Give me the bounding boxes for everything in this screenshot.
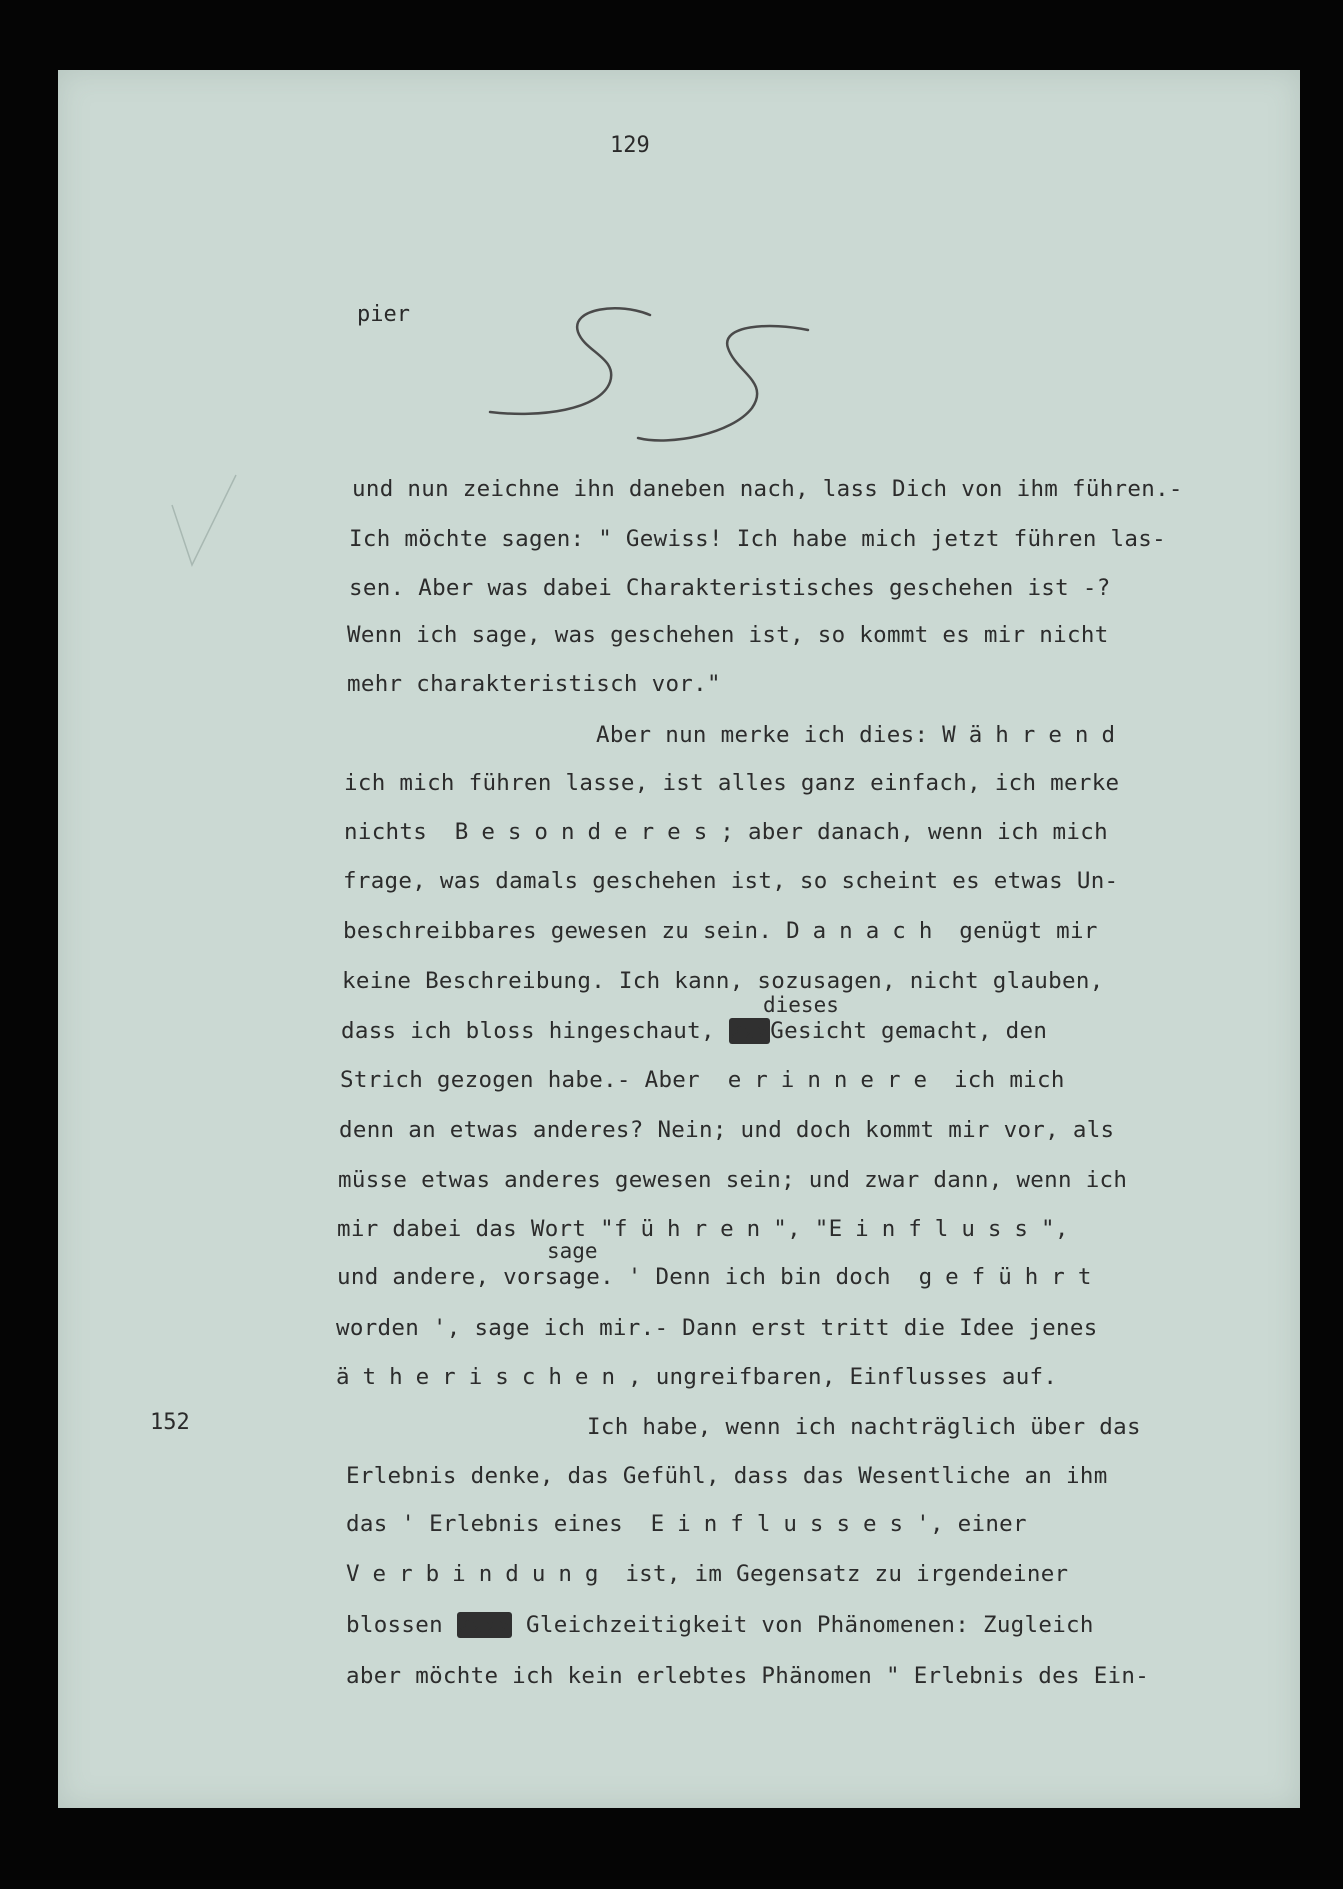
text-line: ich mich führen lasse, ist alles ganz einfach, ich merke xyxy=(344,770,1120,796)
text-line: denn an etwas anderes? Nein; und doch kommt mir vor, als xyxy=(339,1117,1115,1143)
text-line: und andere, vorsage. ' Denn ich bin doch geführt xyxy=(337,1264,1105,1290)
struck-out-text: xxx xyxy=(728,1018,771,1044)
text-line: worden ', sage ich mir.- Dann erst tritt die Idee jenes xyxy=(336,1315,1098,1341)
text-line: aber möchte ich kein erlebtes Phänomen " Erlebnis des Ein- xyxy=(346,1663,1150,1689)
struck-out-text: xxxx xyxy=(456,1612,513,1638)
text-line: beschreibbares gewesen zu sein. Danach genügt mir xyxy=(343,918,1098,944)
text-line: nichts Besonderes; aber danach, wenn ich mich xyxy=(344,819,1108,845)
text-line: blossen xxxx Gleichzeitigkeit von Phänomenen: Zugleich xyxy=(346,1612,1094,1638)
text-line: mehr charakteristisch vor." xyxy=(347,671,721,697)
handwritten-insert: dieses xyxy=(763,993,839,1017)
text-line: dass ich bloss hingeschaut, xxxGesicht gemacht, den xyxy=(341,1018,1048,1044)
text-line: Wenn ich sage, was geschehen ist, so kommt es mir nicht xyxy=(347,622,1109,648)
text-line: sen. Aber was dabei Charakteristisches geschehen ist -? xyxy=(349,575,1111,601)
text-line: keine Beschreibung. Ich kann, sozusagen, nicht glauben, xyxy=(342,968,1104,994)
handwritten-insert: sage xyxy=(547,1239,598,1263)
text-line: frage, was damals geschehen ist, so scheint es etwas Un- xyxy=(343,868,1119,894)
text-line: mir dabei das Wort "führen", "Einfluss", xyxy=(337,1216,1069,1242)
text-line: Ich habe, wenn ich nachträglich über das xyxy=(587,1414,1141,1440)
margin-check-mark xyxy=(170,470,240,580)
line-fragment: pier xyxy=(357,302,410,327)
page-number: 129 xyxy=(610,133,650,158)
text-line: Erlebnis denke, das Gefühl, dass das Wesentliche an ihm xyxy=(346,1463,1108,1489)
text-line: Aber nun merke ich dies: Während xyxy=(596,722,1128,748)
text-line: müsse etwas anderes gewesen sein; und zwar dann, wenn ich xyxy=(338,1167,1128,1193)
text-line: Ich möchte sagen: " Gewiss! Ich habe mich jetzt führen las- xyxy=(349,526,1166,552)
text-line: Strich gezogen habe.- Aber erinnere ich mich xyxy=(340,1067,1065,1093)
handwritten-sketch xyxy=(470,300,830,460)
margin-number: 152 xyxy=(150,1410,190,1435)
text-line: das ' Erlebnis eines Einflusses', einer xyxy=(346,1511,1027,1537)
text-line: Verbindung ist, im Gegensatz zu irgendeiner xyxy=(346,1561,1069,1587)
text-line: ätherischen, ungreifbaren, Einflusses auf. xyxy=(336,1364,1058,1390)
text-line: und nun zeichne ihn daneben nach, lass Dich von ihm führen.- xyxy=(352,476,1183,502)
